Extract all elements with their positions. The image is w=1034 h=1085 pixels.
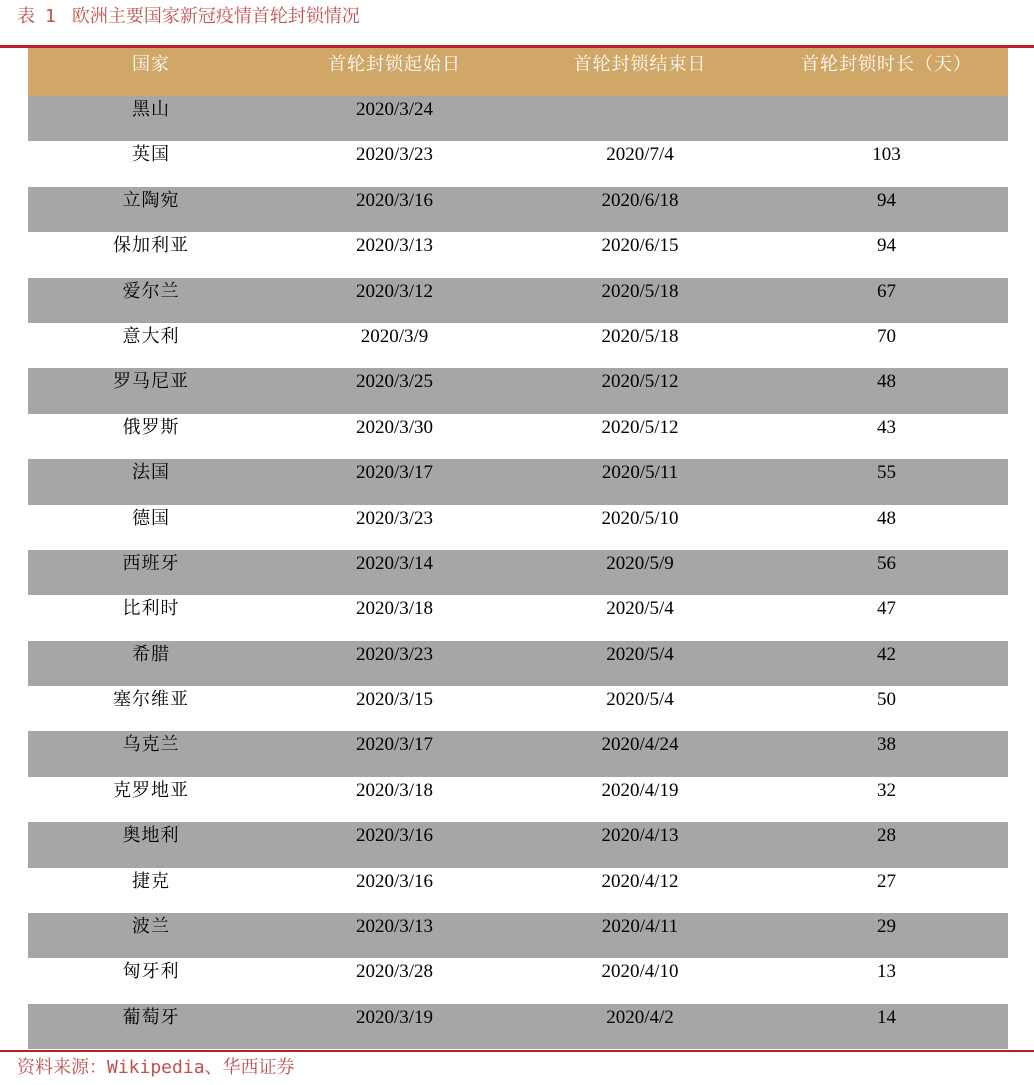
table-row [28, 232, 1008, 277]
table-caption [17, 2, 360, 32]
duration-cell: 67 [877, 280, 896, 302]
table-row [28, 505, 1008, 550]
duration-cell [765, 96, 1008, 141]
start-date-cell: 2020/3/9 [360, 325, 429, 347]
table-row [28, 913, 1008, 958]
country-cell: 德国 [132, 507, 170, 529]
end-date-cell: 2020/5/4 [606, 689, 674, 711]
end-date-cell: 2020/4/19 [601, 779, 679, 801]
end-date-cell: 2020/6/15 [601, 235, 679, 257]
start-date-cell: 2020/3/12 [355, 280, 434, 302]
duration-cell: 55 [877, 462, 896, 484]
table-row [28, 822, 1008, 867]
end-date-cell: 2020/4/12 [601, 870, 679, 892]
header-country: 国家 [132, 54, 170, 75]
start-date-cell: 2020/3/25 [355, 371, 434, 393]
table-row [28, 595, 1008, 640]
duration-cell: 70 [877, 325, 896, 347]
country-cell: 乌克兰 [122, 734, 180, 756]
end-date-cell: 2020/4/13 [601, 825, 679, 847]
table-row [28, 96, 1008, 141]
start-date-cell: 2020/3/16 [355, 825, 434, 847]
header-start-date: 首轮封锁起始日 [328, 54, 461, 75]
end-date-cell: 2020/5/11 [601, 462, 679, 484]
end-date-cell: 2020/5/4 [606, 643, 674, 665]
end-date-cell: 2020/4/24 [601, 734, 679, 756]
table-row [28, 278, 1008, 323]
table-header [28, 48, 1008, 96]
duration-cell: 28 [877, 825, 896, 847]
end-date-cell: 2020/5/9 [606, 552, 674, 574]
table-row [28, 958, 1008, 1003]
country-cell: 匈牙利 [122, 961, 180, 983]
country-cell: 希腊 [132, 643, 170, 665]
end-date-cell: 2020/5/10 [601, 507, 679, 529]
start-date-cell: 2020/3/30 [355, 416, 434, 438]
country-cell: 奥地利 [122, 825, 180, 847]
country-cell: 意大利 [122, 325, 180, 347]
country-cell: 罗马尼亚 [113, 371, 189, 393]
table-row [28, 641, 1008, 686]
end-date-cell: 2020/5/4 [606, 598, 674, 620]
end-date-cell: 2020/4/2 [606, 1006, 674, 1028]
table-row [28, 141, 1008, 186]
start-date-cell: 2020/3/16 [355, 870, 434, 892]
start-date-cell: 2020/3/24 [355, 99, 434, 120]
duration-cell: 47 [877, 598, 896, 620]
country-cell: 法国 [132, 462, 170, 484]
duration-cell: 48 [877, 507, 896, 529]
caption-number: 1 [45, 6, 56, 27]
table-row [28, 868, 1008, 913]
start-date-cell: 2020/3/19 [355, 1006, 434, 1028]
end-date-cell: 2020/4/11 [601, 916, 679, 938]
end-date-cell [515, 96, 765, 141]
duration-cell: 13 [877, 961, 896, 983]
end-date-cell: 2020/5/12 [601, 371, 679, 393]
country-cell: 比利时 [122, 598, 180, 620]
end-date-cell: 2020/5/18 [601, 280, 679, 302]
start-date-cell: 2020/3/13 [355, 235, 434, 257]
duration-cell: 14 [877, 1006, 896, 1028]
bottom-rule [0, 1050, 1034, 1052]
start-date-cell: 2020/3/13 [355, 916, 434, 938]
country-cell: 保加利亚 [113, 235, 189, 257]
duration-cell: 50 [877, 689, 896, 711]
duration-cell: 56 [877, 552, 896, 574]
start-date-cell: 2020/3/18 [355, 598, 434, 620]
duration-cell: 42 [877, 643, 896, 665]
table-row [28, 187, 1008, 232]
table-row [28, 777, 1008, 822]
start-date-cell: 2020/3/23 [355, 643, 434, 665]
country-cell: 俄罗斯 [122, 416, 180, 438]
country-cell: 波兰 [132, 916, 170, 938]
end-date-cell: 2020/4/10 [601, 961, 679, 983]
caption-label: 表 [17, 6, 35, 27]
start-date-cell: 2020/3/23 [355, 144, 434, 166]
start-date-cell: 2020/3/18 [355, 779, 434, 801]
header-duration: 首轮封锁时长（天） [801, 54, 972, 75]
start-date-cell: 2020/3/17 [355, 734, 434, 756]
country-cell: 英国 [132, 144, 170, 166]
duration-cell: 43 [877, 416, 896, 438]
end-date-cell: 2020/6/18 [601, 189, 679, 211]
duration-cell: 94 [877, 189, 896, 211]
start-date-cell: 2020/3/16 [355, 189, 434, 211]
table-row [28, 323, 1008, 368]
start-date-cell: 2020/3/23 [355, 507, 434, 529]
table-row [28, 731, 1008, 776]
source-note: 资料来源：Wikipedia、华西证券 [17, 1057, 295, 1078]
duration-cell: 32 [877, 779, 896, 801]
caption-title: 欧洲主要国家新冠疫情首轮封锁情况 [71, 6, 360, 27]
country-cell: 塞尔维亚 [113, 689, 189, 711]
duration-cell: 38 [877, 734, 896, 756]
table-row [28, 550, 1008, 595]
table-row [28, 686, 1008, 731]
lockdown-table [28, 48, 1008, 1049]
table-row [28, 414, 1008, 459]
duration-cell: 94 [877, 235, 896, 257]
duration-cell: 27 [877, 870, 896, 892]
duration-cell: 48 [877, 371, 896, 393]
table-row [28, 368, 1008, 413]
duration-cell: 29 [877, 916, 896, 938]
country-cell: 捷克 [132, 870, 170, 892]
start-date-cell: 2020/3/15 [355, 689, 434, 711]
start-date-cell: 2020/3/14 [355, 552, 434, 574]
start-date-cell: 2020/3/28 [355, 961, 434, 983]
table-row [28, 1004, 1008, 1049]
country-cell: 葡萄牙 [122, 1006, 180, 1028]
table-body [28, 96, 1008, 1049]
header-end-date: 首轮封锁结束日 [573, 54, 707, 75]
end-date-cell: 2020/5/12 [601, 416, 679, 438]
duration-cell: 103 [872, 144, 901, 166]
country-cell: 西班牙 [122, 552, 180, 574]
start-date-cell: 2020/3/17 [355, 462, 434, 484]
table-row [28, 459, 1008, 504]
country-cell: 克罗地亚 [113, 779, 189, 801]
country-cell: 立陶宛 [122, 189, 180, 211]
end-date-cell: 2020/7/4 [606, 144, 674, 166]
country-cell: 爱尔兰 [122, 280, 180, 302]
country-cell: 黑山 [132, 99, 170, 120]
end-date-cell: 2020/5/18 [601, 325, 679, 347]
